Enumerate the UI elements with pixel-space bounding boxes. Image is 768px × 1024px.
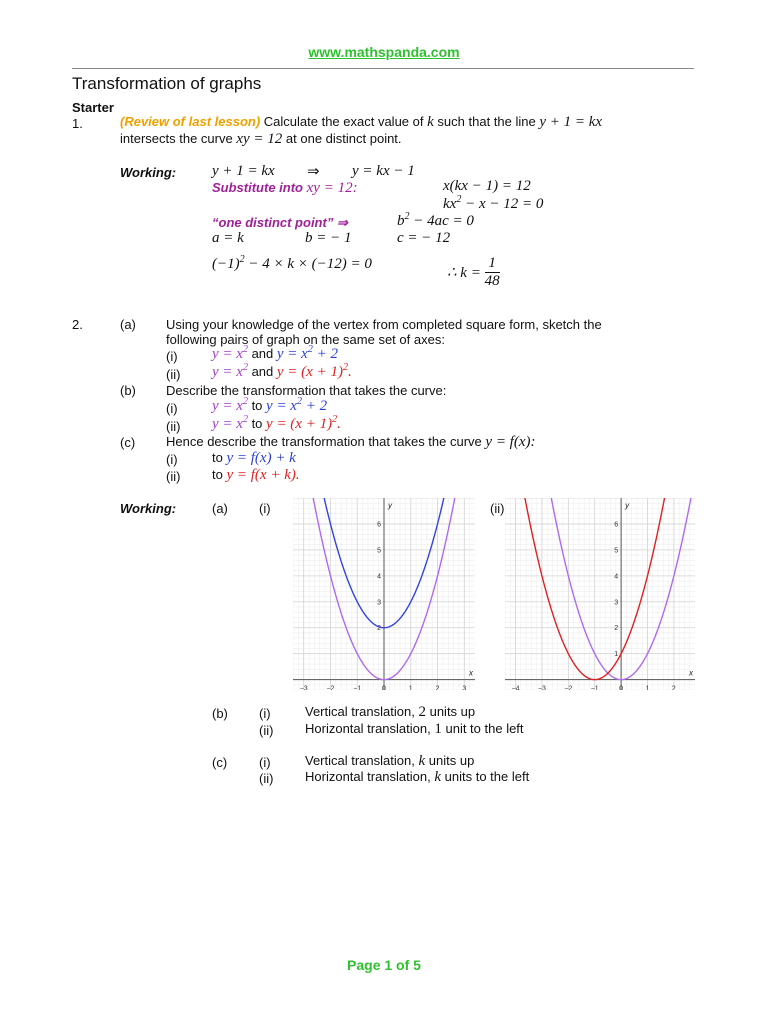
y-tick-label: 1 [614,651,619,659]
x-tick-label: 1 [645,685,650,690]
q2b-ii-label: (ii) [166,419,181,434]
y-tick-label: 5 [614,547,619,555]
y-tick-label: 3 [614,599,619,607]
discriminant-eq: $b^2 - 4ac = 0$ [397,211,474,229]
ans-b-ii-label: (ii) [259,723,274,738]
x-tick-label: −2 [326,685,335,690]
q2c-i-content: to y = f(x) + k [212,450,296,466]
q2a-text2: following pairs of graph on the same set of axes: [166,332,445,347]
y-axis-label: y [625,501,630,510]
q2c-text: Hence describe the transformation that takes the curve y = f(x): [166,434,536,450]
q2-working-label: Working: [120,501,177,516]
x-tick-label: 0 [382,685,386,690]
q2a-label: (a) [120,317,136,332]
ans-c-i-text: Vertical translation, k units up [305,753,475,769]
x-tick-label: 2 [435,685,440,690]
y-tick-label: 4 [377,573,381,581]
q2a-i-label: (i) [166,349,178,364]
y-tick-label: 6 [614,521,619,529]
q2b-ii-content: $y = x^2$ to $y = (x + 1)^2$. [212,414,341,432]
a-value: a = k [212,230,244,246]
y-tick-label: 5 [377,547,381,555]
x-tick-label: 0 [619,685,624,690]
ans-b-ii-text: Horizontal translation, 1 unit to the left [305,721,524,737]
q2b-text: Describe the transformation that takes the curve: [166,383,447,398]
q2a-i-content: $y = x^2$ and $y = x^2 + 2$ [212,344,338,362]
q2-number: 2. [72,317,83,332]
y-tick-label: 3 [377,599,381,607]
q1-answer: ∴ k = $\frac{1}{48}$ [447,255,500,289]
y-tick-label: 6 [377,521,381,529]
ans-c-ii-text: Horizontal translation, k units to the left [305,769,530,785]
starter-label: Starter [72,100,114,115]
ans-c-ii-label: (ii) [259,771,274,786]
x-tick-label: −2 [564,685,573,690]
ans-b-label: (b) [212,706,228,721]
x-tick-label: −3 [537,685,546,690]
substitute-label: Substitute into xy = 12: [212,180,358,196]
x-tick-label: 1 [408,685,413,690]
q2b-label: (b) [120,383,136,398]
q1-number: 1. [72,116,83,131]
x-axis-label: x [689,668,693,678]
q2c-i-label: (i) [166,452,178,467]
distinct-point-label: “one distinct point” ⇒ [212,215,348,230]
answer-denominator: 48 [484,273,500,289]
q1-work-line3: x(kx − 1) = 12 [443,178,531,194]
q1-text-line2: intersects the curve xy = 12 at one distinct point. [120,131,402,147]
c-value: c = − 12 [397,230,451,246]
q1-working-label: Working: [120,165,177,180]
b-value: b = − 1 [305,230,352,246]
graph-ii [505,498,695,690]
y-tick-label: 4 [614,573,619,581]
q2a-ii-content: $y = x^2$ and $y = (x + 1)^2$. [212,362,352,380]
q2c-ii-label: (ii) [166,469,181,484]
x-tick-label: −1 [590,685,599,690]
site-link[interactable]: www.mathspanda.com [308,44,460,60]
working-i-label: (i) [259,501,271,516]
ans-b-i-text: Vertical translation, 2 units up [305,704,476,720]
x-tick-label: 3 [462,685,467,690]
x-tick-label: 2 [671,685,676,690]
y-tick-label: 2 [614,625,619,633]
ans-b-i-label: (i) [259,706,271,721]
q2b-i-label: (i) [166,401,178,416]
answer-numerator: 1 [485,255,500,273]
header-divider [72,68,694,69]
graph-i [293,498,475,690]
q2c-label: (c) [120,435,136,450]
y-axis-label: y [388,501,392,510]
q1-work-line4: $kx^2 - x - 12 = 0$ [443,194,544,212]
q2a-text1: Using your knowledge of the vertex from completed square form, sketch the [166,317,602,332]
q2a-ii-label: (ii) [166,367,181,382]
x-tick-label: −4 [511,685,520,690]
q1-work-line6: $(-1)^2 - 4 \times k \times (-12) = 0$ [212,254,372,272]
working-ii-label: (ii) [490,501,505,516]
page-title: Transformation of graphs [72,74,262,93]
q1-text-line1: (Review of last lesson) Calculate the exact value of k such that the line y + 1 = kx [120,114,603,130]
x-tick-label: −3 [299,685,308,690]
q1-work-line1: y + 1 = kx [212,163,275,179]
implies-arrow: ⇒ [307,164,320,180]
ans-c-i-label: (i) [259,755,271,770]
x-axis-label: x [469,668,473,678]
ans-c-label: (c) [212,755,228,770]
q2b-i-content: $y = x^2$ to $y = x^2 + 2$ [212,396,328,414]
page-number: Page 1 of 5 [347,957,421,973]
working-a-label: (a) [212,501,228,516]
q1-work-line2: y = kx − 1 [352,163,415,179]
x-tick-label: −1 [353,685,362,690]
y-tick-label: 2 [377,625,381,633]
q2c-ii-content: to y = f(x + k). [212,467,300,483]
